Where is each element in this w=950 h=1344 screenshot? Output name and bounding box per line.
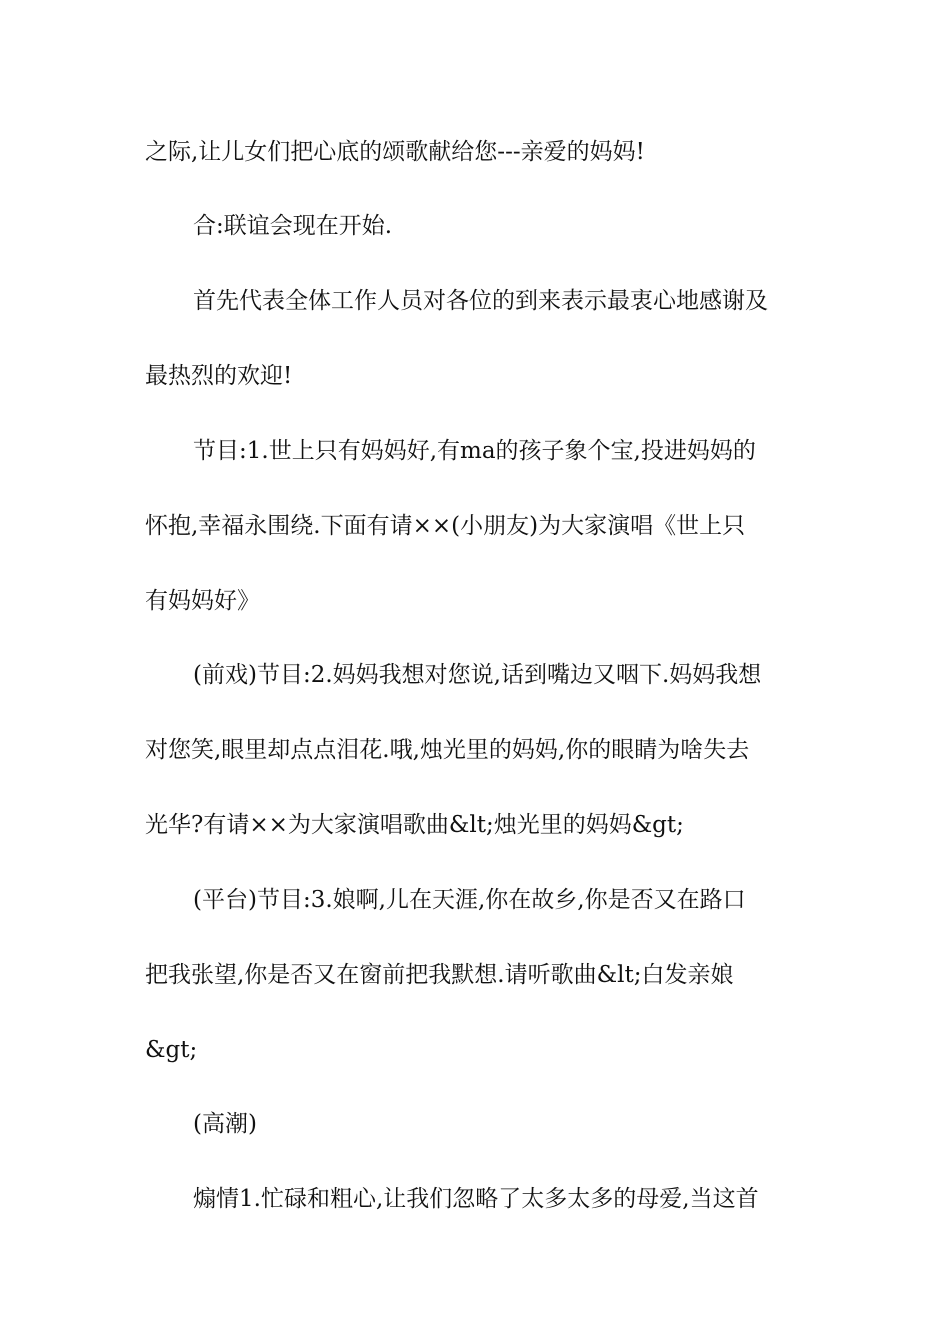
text-line-10: 光华?有请××为大家演唱歌曲&lt;烛光里的妈妈&gt; bbox=[145, 812, 684, 838]
text-line-1: 之际,让儿女们把心底的颂歌献给您---亲爱的妈妈! bbox=[145, 139, 645, 165]
text-line-3: 首先代表全体工作人员对各位的到来表示最衷心地感谢及 bbox=[193, 288, 768, 314]
text-line-14: (高潮) bbox=[193, 1111, 257, 1137]
text-line-12: 把我张望,你是否又在窗前把我默想.请听歌曲&lt;白发亲娘 bbox=[145, 962, 734, 988]
text-line-2: 合:联谊会现在开始. bbox=[193, 213, 393, 239]
text-line-6: 怀抱,幸福永围绕.下面有请××(小朋友)为大家演唱《世上只 bbox=[145, 513, 746, 539]
text-line-8: (前戏)节目:2.妈妈我想对您说,话到嘴边又咽下.妈妈我想 bbox=[193, 662, 762, 688]
text-line-5: 节目:1.世上只有妈妈好,有ma的孩子象个宝,投进妈妈的 bbox=[193, 438, 756, 464]
text-line-4: 最热烈的欢迎! bbox=[145, 363, 293, 389]
text-line-7: 有妈妈好》 bbox=[145, 588, 260, 614]
text-line-13: &gt; bbox=[145, 1037, 198, 1063]
text-line-15: 煽情1.忙碌和粗心,让我们忽略了太多太多的母爱,当这首 bbox=[193, 1186, 759, 1212]
text-line-11: (平台)节目:3.娘啊,儿在天涯,你在故乡,你是否又在路口 bbox=[193, 887, 746, 913]
text-line-9: 对您笑,眼里却点点泪花.哦,烛光里的妈妈,你的眼睛为啥失去 bbox=[145, 737, 750, 763]
